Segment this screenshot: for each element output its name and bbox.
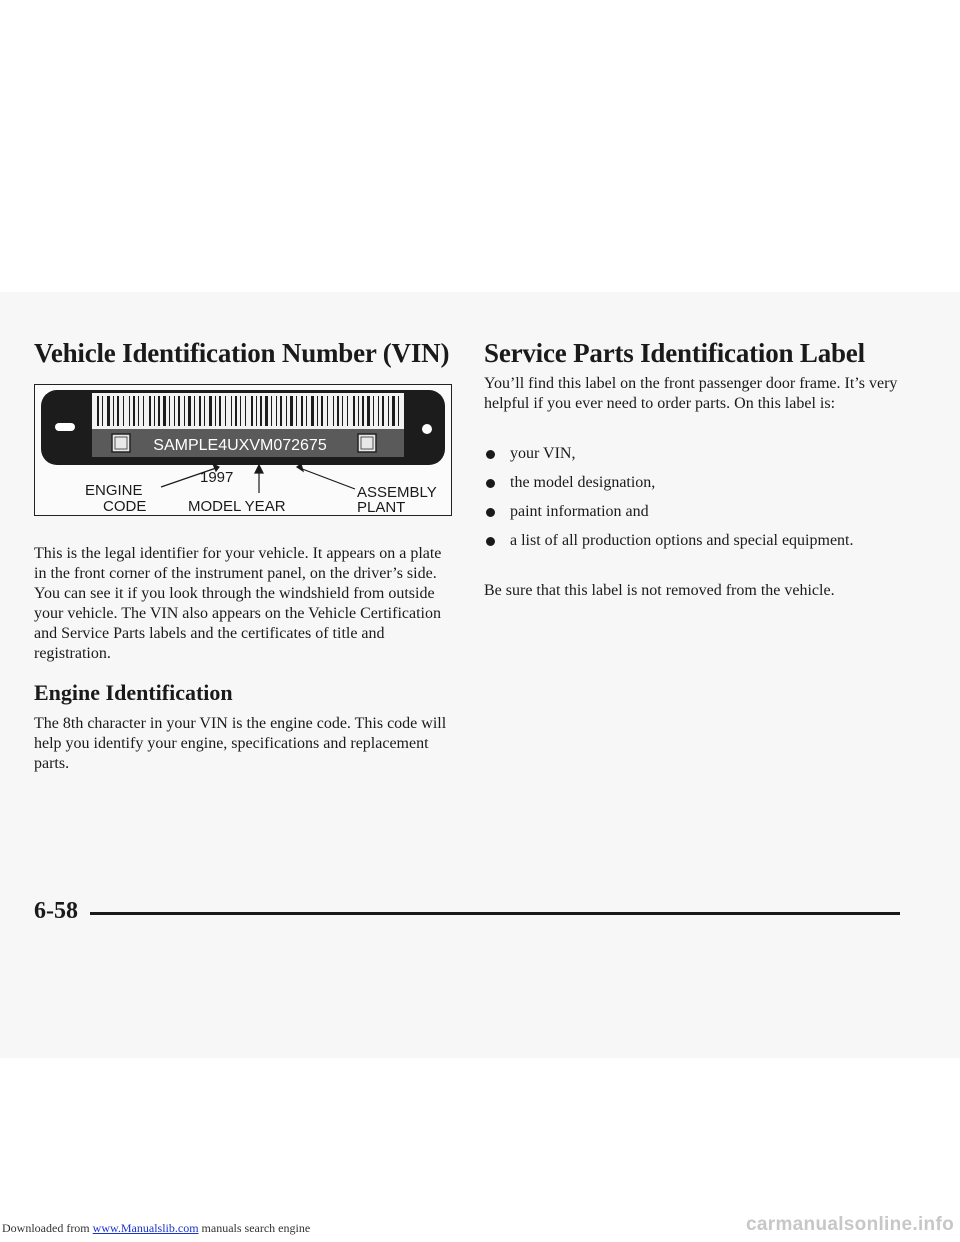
barcode-bar [358,396,359,426]
vin-paragraph: This is the legal identifier for your vehicle. It appears on a plate in the front corner of the instrument panel, on the driver’s side. You can see it if you look through the windshield from outside your vehicle. The VIN also appears on the Vehicle Certification and Service Parts labels and the certificates of title and registration. [34,545,442,662]
engine-description [34,714,454,774]
barcode-bar [256,396,257,426]
vin-plate-illustration [35,385,451,515]
model-year-value: 1997 [200,469,234,486]
barcode-bar [280,396,282,426]
barcode-bar [158,396,160,426]
code-label: CODE [103,498,147,515]
barcode-bar [398,396,399,426]
barcode-bar [321,396,323,426]
vin-number: SAMPLE4UXVM072675 [153,437,327,454]
barcode-bar [184,396,185,426]
plate-rivet [422,424,432,434]
banner-prefix: Downloaded from [2,1221,90,1235]
barcode-bar [286,396,287,426]
barcode-bar [138,396,139,426]
barcode-bar [107,396,110,426]
vin-description [34,544,454,664]
barcode-bar [133,396,135,426]
barcode-bar [178,396,180,426]
barcode-bar [392,396,395,426]
barcode-bar [113,396,114,426]
barcode-bar [265,396,268,426]
barcode-bar [342,396,343,426]
barcode-bar [311,396,314,426]
page-number: 6-58 [34,898,78,924]
barcode-bar [317,396,318,426]
label-contents-list [484,444,904,560]
barcode-bar [102,396,103,426]
barcode-bar [225,396,226,426]
barcode-bar [382,396,384,426]
callout-arrows [161,464,355,493]
model-year-label: MODEL YEAR [188,498,286,515]
barcode-bar [194,396,195,426]
barcode-bar [362,396,364,426]
barcode-bar [271,396,272,426]
barcode-bar [260,396,262,426]
barcode-bar [367,396,370,426]
barcode-bar [199,396,201,426]
barcode-bar [123,396,124,426]
list-item: a list of all production options and special equipment. [484,531,904,551]
intro-paragraph: You’ll find this label on the front passenger door frame. It’s very helpful if you ever need to order parts. On this label is: [484,375,898,412]
barcode-bar [240,396,241,426]
manualslib-link[interactable]: www.Manualslib.com [92,1221,199,1235]
vin-plate-figure [34,384,452,516]
barcode-bar [378,396,379,426]
barcode-bar [296,396,297,426]
barcode-bar [209,396,212,426]
barcode-bar [163,396,166,426]
barcode-bar [143,396,144,426]
barcode-bar [373,396,374,426]
bullet-icon [486,537,495,546]
barcode-bar [174,396,175,426]
download-banner [2,1221,310,1236]
barcode-bar [169,396,170,426]
barcode-bar [154,396,155,426]
left-column [34,338,454,772]
barcode-bar [245,396,246,426]
service-parts-title: Service Parts Identification Label [484,338,865,368]
barcode-bar [301,396,303,426]
engine-section [34,680,233,706]
barcode-bar [149,396,151,426]
barcode-bar [353,396,355,426]
closing-paragraph: Be sure that this label is not removed from the vehicle. [484,582,835,599]
plant-label: PLANT [357,499,406,515]
plate-slot [55,423,75,431]
footer-rule [90,912,900,915]
barcode-bar [219,396,221,426]
barcode-bar [327,396,328,426]
service-parts-closing [484,581,904,601]
barcode-bar [290,396,293,426]
bullet-icon [486,479,495,488]
barcode-bar [204,396,205,426]
service-parts-intro [484,374,904,414]
watermark-logo: carmanualsonline.info [746,1214,954,1235]
barcode-bar [388,396,389,426]
barcode-bar [231,396,232,426]
barcode-bar [306,396,307,426]
barcode-bar [251,396,253,426]
assembly-label: ASSEMBLY [357,484,437,501]
barcode-bar [215,396,216,426]
vin-section-title: Vehicle Identification Number (VIN) [34,338,450,368]
barcode-bar [129,396,130,426]
list-item: your VIN, [484,444,904,464]
engine-paragraph: The 8th character in your VIN is the engine code. This code will help you identify your engine, specifications and replacement parts. [34,715,447,772]
barcode-bar [97,396,99,426]
barcode-bar [188,396,191,426]
barcode-bar [117,396,119,426]
bullet-icon [486,450,495,459]
bullet-icon [486,508,495,517]
barcode-bar [235,396,237,426]
barcode-bar [276,396,277,426]
list-item: paint information and [484,502,904,522]
barcode-bar [347,396,348,426]
barcode-bar [337,396,339,426]
engine-section-title: Engine Identification [34,680,233,705]
engine-label: ENGINE [85,482,143,499]
barcode-bar [333,396,334,426]
banner-suffix: manuals search engine [201,1221,311,1235]
list-item: the model designation, [484,473,904,493]
right-column [484,338,904,599]
